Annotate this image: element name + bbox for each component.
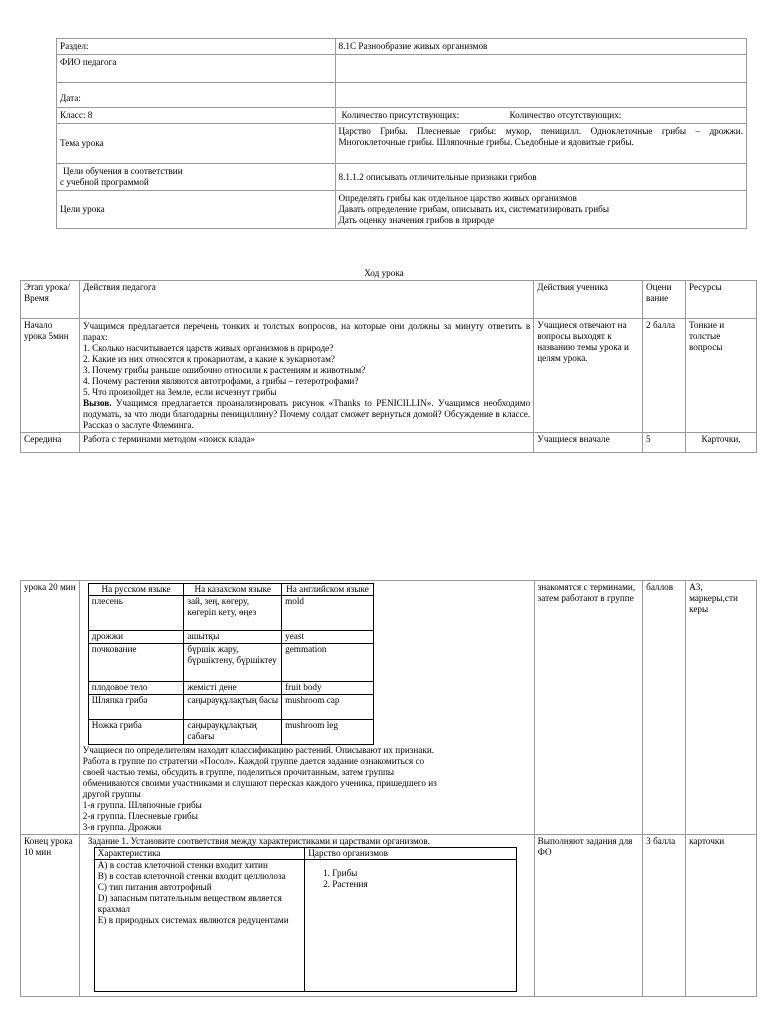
middle-teacher-actions: Работа с терминами методом «поиск клада» bbox=[79, 433, 533, 453]
middle-resources: Карточки, bbox=[686, 433, 757, 453]
kingdom-item: 2. Растения bbox=[332, 879, 513, 890]
terms-header-kz: На казахском языке bbox=[184, 584, 282, 596]
term-ru: Ножка гриба bbox=[88, 720, 184, 745]
term-ru: плодовое тело bbox=[88, 682, 184, 695]
end-teacher-actions bbox=[79, 835, 534, 997]
goal-item: Давать определение грибам, описывать их, систематизировать грибы bbox=[338, 204, 609, 214]
term-kz: саңырауқұлақтың сабағы bbox=[184, 720, 282, 745]
term-kz: саңырауқұлақтың басы bbox=[184, 695, 282, 720]
term-en: fruit body bbox=[282, 682, 374, 695]
term-kz: жемісті дене bbox=[184, 682, 282, 695]
objectives-label-line1: Цели обучения в соответствии bbox=[63, 166, 183, 176]
middle-score-cont: баллов bbox=[643, 581, 686, 835]
middle-resources-cont: А3, маркеры,сти керы bbox=[686, 581, 757, 835]
end-stage: Конец урока 10 мин bbox=[21, 835, 80, 997]
middle-score: 5 bbox=[643, 433, 686, 453]
term-en: yeast bbox=[282, 631, 374, 644]
term-en: gemmation bbox=[282, 644, 374, 682]
teacher-name-value bbox=[335, 55, 746, 83]
end-resources: карточки bbox=[686, 835, 757, 997]
start-student-actions: Учащиеся отвечают на вопросы выходят к названию темы урока и целям урока. bbox=[534, 319, 643, 433]
question-item: 4. Почему растения являются автотрофами, а грибы – гетеротрофами? bbox=[82, 376, 359, 386]
lesson-flow-title: Ход урока bbox=[364, 268, 404, 278]
characteristic-item: D) запасным питательным веществом является крахмал bbox=[97, 893, 282, 914]
class-label: Класс: 8 bbox=[57, 108, 336, 124]
start-resources: Тонкие и толстые вопросы bbox=[686, 319, 757, 433]
term-ru: плесень bbox=[88, 596, 184, 631]
question-item: 1. Сколько насчитывается царств живых организмов в природе? bbox=[82, 343, 334, 353]
term-kz: зай, зең, көгеру, көгерiп кету, өңез bbox=[184, 596, 282, 631]
goal-item: Дать оценку значения грибов в природе bbox=[338, 215, 495, 225]
table-row bbox=[88, 596, 373, 631]
present-label: Количество присутствующих: bbox=[341, 110, 460, 120]
kingdom-item: 1. Грибы bbox=[332, 868, 513, 879]
characteristic-item: В) в состав клеточной стенки входит целлюлоза bbox=[97, 871, 286, 881]
section-label: Раздел: bbox=[57, 39, 336, 55]
term-en: mushroom cap bbox=[282, 695, 374, 720]
col-stage-header: Этап урока/ Время bbox=[21, 281, 80, 319]
col-score-header: Оцени вание bbox=[643, 281, 686, 319]
group-item: 1-я группа. Шляпочные грибы bbox=[82, 800, 202, 810]
task-title: Задание 1. Установите соответствия между характеристиками и царствами организмов. bbox=[87, 836, 430, 846]
term-ru: дрожжи bbox=[88, 631, 184, 644]
middle-stage: Середина bbox=[21, 433, 80, 453]
date-label: Дата: bbox=[57, 83, 336, 108]
start-teacher-actions bbox=[79, 319, 533, 433]
col-student-header: Действия ученика bbox=[534, 281, 643, 319]
call-bold: Вызов. bbox=[82, 398, 112, 408]
term-en: mushroom leg bbox=[282, 720, 374, 745]
start-intro: Учащимся предлагается перечень тонких и толстых вопросов, на которые они должны за минуту ответить в парах: bbox=[82, 321, 531, 342]
characteristic-item: Е) в природных системах являются редуцентами bbox=[97, 915, 289, 925]
objectives-label-line2: с учебной программой bbox=[60, 177, 149, 187]
objectives-value: 8.1.1.2 описывать отличительные признаки грибов bbox=[335, 164, 746, 191]
group-item: 2-я группа. Плесневые грибы bbox=[82, 811, 198, 821]
lesson-flow-table-continued bbox=[20, 580, 757, 997]
question-item: 5. Что произойдет на Земле, если исчезнут грибы bbox=[82, 387, 277, 397]
characteristic-item: А) в состав клеточной стенки входит хитин bbox=[97, 860, 268, 870]
table-row bbox=[88, 644, 373, 682]
col-kingdom-header: Царство организмов bbox=[305, 848, 517, 860]
classification-text: Учащиеся по определителям находят классификацию растений. Описывают их признаки. bbox=[82, 745, 435, 755]
attendance-cell bbox=[335, 108, 746, 124]
end-score: 3 балла bbox=[643, 835, 686, 997]
table-row bbox=[88, 720, 373, 745]
section-value: 8.1С Разнообразие живых организмов bbox=[335, 39, 746, 55]
question-item: 2. Какие из них относятся к прокариотам, а какие к эукариотам? bbox=[82, 354, 335, 364]
terms-header-ru: На русском языке bbox=[88, 584, 184, 596]
kingdoms-list bbox=[305, 860, 517, 992]
topic-value: Царство Грибы. Плесневые грибы: мукор, пеницилл. Одноклеточные грибы – дрожжи. Многоклеточные грибы. Шляпочные грибы. Съедобные и ядовитые грибы. bbox=[335, 124, 746, 164]
col-teacher-header: Действия педагога bbox=[79, 281, 533, 319]
group-item: 3-я группа. Дрожжи bbox=[82, 822, 162, 832]
matching-task-table bbox=[94, 847, 517, 992]
teacher-name-label: ФИО педагога bbox=[57, 55, 336, 83]
goals-label: Цели урока bbox=[57, 191, 336, 229]
objectives-label bbox=[57, 164, 336, 191]
middle-teacher-cont bbox=[79, 581, 534, 835]
characteristic-item: С) тип питания автотрофный bbox=[97, 882, 212, 892]
goals-value bbox=[335, 191, 746, 229]
question-item: 3. Почему грибы раньше ошибочно относили к растениям и животным? bbox=[82, 365, 366, 375]
middle-student-cont: знакомятся с терминами, затем работают в группе bbox=[534, 581, 643, 835]
term-kz: ашытқы bbox=[184, 631, 282, 644]
start-stage: Начало урока 5мин bbox=[21, 319, 80, 433]
term-kz: бүршік жару, бүршіктену, бүршіктеу bbox=[184, 644, 282, 682]
absent-label: Количество отсутствующих: bbox=[509, 110, 622, 120]
term-ru: Шляпка гриба bbox=[88, 695, 184, 720]
date-value bbox=[335, 83, 746, 108]
middle-student-actions: Учащиеся вначале bbox=[534, 433, 643, 453]
characteristics-list bbox=[94, 860, 305, 992]
topic-label: Тема урока bbox=[57, 124, 336, 164]
terms-table bbox=[88, 583, 374, 745]
col-resources-header: Ресурсы bbox=[686, 281, 757, 319]
term-en: mold bbox=[282, 596, 374, 631]
group-work-text: Работа в группе по стратегии «Посол». Каждой группе дается задание ознакомиться со своей частью темы, обсудить в группе, поделиться прочитанным, затем группы обмениваются своими участниками и слушают пересказ каждого ученика, пришедшего из другой группы bbox=[82, 756, 437, 799]
table-row bbox=[88, 631, 373, 644]
middle-stage-cont: урока 20 мин bbox=[21, 581, 80, 835]
table-row bbox=[88, 695, 373, 720]
call-text: Учащимся предлагается проанализировать рисунок «Thanks to PENICILLIN». Учащимся необходимо подумать, за что люди благодарны пенициллину? Почему солдат сможет вернуться домой? Обсуждение в классе. Рассказ о заслуге Флеминга. bbox=[82, 398, 531, 430]
table-row bbox=[88, 682, 373, 695]
term-ru: почкование bbox=[88, 644, 184, 682]
col-characteristic-header: Характеристика bbox=[94, 848, 305, 860]
goal-item: Определять грибы как отдельное царство живых организмов bbox=[338, 193, 577, 203]
lesson-info-table bbox=[56, 38, 747, 229]
terms-header-en: На английском языке bbox=[282, 584, 374, 596]
call-paragraph bbox=[83, 398, 530, 431]
end-student-actions: Выполняют задания для ФО bbox=[534, 835, 643, 997]
lesson-flow-table bbox=[20, 280, 757, 453]
start-score: 2 балла bbox=[643, 319, 686, 433]
